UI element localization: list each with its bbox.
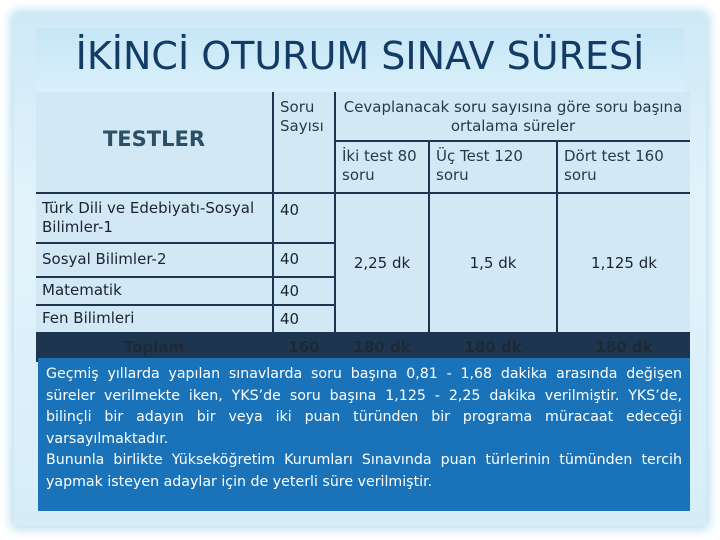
duration-table	[36, 92, 690, 362]
table-row-count: 40	[274, 278, 334, 304]
table-row-count: 40	[274, 244, 334, 276]
average-time-group-header: Cevaplanacak soru sayısına göre soru başına ortalama süreler	[336, 92, 690, 140]
subheader-two-tests: İki test 80 soru	[336, 142, 428, 192]
table-row-name: Fen Bilimleri	[36, 306, 272, 332]
testler-header	[36, 92, 272, 192]
table-row-name: Matematik	[36, 278, 272, 304]
total-three-tests: 180 dk	[464, 338, 522, 356]
explanation-note	[38, 358, 690, 511]
total-two-tests: 180 dk	[353, 338, 411, 356]
page-title: İKİNCİ OTURUM SINAV SÜRESİ	[75, 34, 645, 78]
note-paragraph-2: Bununla birlikte Yükseköğretim Kurumları Sınavında puan türlerinin tümünden tercih yapmak isteyen adaylar için de yeterli süre verilmiştir.	[46, 452, 682, 490]
soru-sayisi-header: Soru Sayısı	[274, 92, 334, 192]
table-row-count: 40	[274, 306, 334, 332]
total-count: 160	[288, 338, 320, 356]
avg-two-tests: 2,25 dk	[336, 194, 428, 332]
avg-three-tests: 1,5 dk	[430, 194, 556, 332]
total-four-tests: 180 dk	[595, 338, 653, 356]
avg-four-tests: 1,125 dk	[558, 194, 690, 332]
table-row-name: Sosyal Bilimler-2	[36, 244, 272, 276]
subheader-three-tests: Üç Test 120 soru	[430, 142, 556, 192]
table-row-count: 40	[274, 194, 334, 242]
subheader-four-tests: Dört test 160 soru	[558, 142, 690, 192]
table-row-name: Türk Dili ve Edebiyatı-Sosyal Bilimler-1	[36, 194, 272, 242]
testler-header-label: TESTLER	[102, 127, 206, 151]
note-paragraph-1: Geçmiş yıllarda yapılan sınavlarda soru başına 0,81 - 1,68 dakika arasında değişen süreler verilmekte iken, YKS’de soru başına 1,125 - 2,25 dakika verilmiştir. YKS’de, bilinçli bir adayın bir veya iki puan türünden bir programa müracaat edeceği varsayılmaktadır.	[46, 366, 682, 447]
total-label: Toplam	[123, 338, 185, 356]
total-row	[36, 334, 690, 360]
